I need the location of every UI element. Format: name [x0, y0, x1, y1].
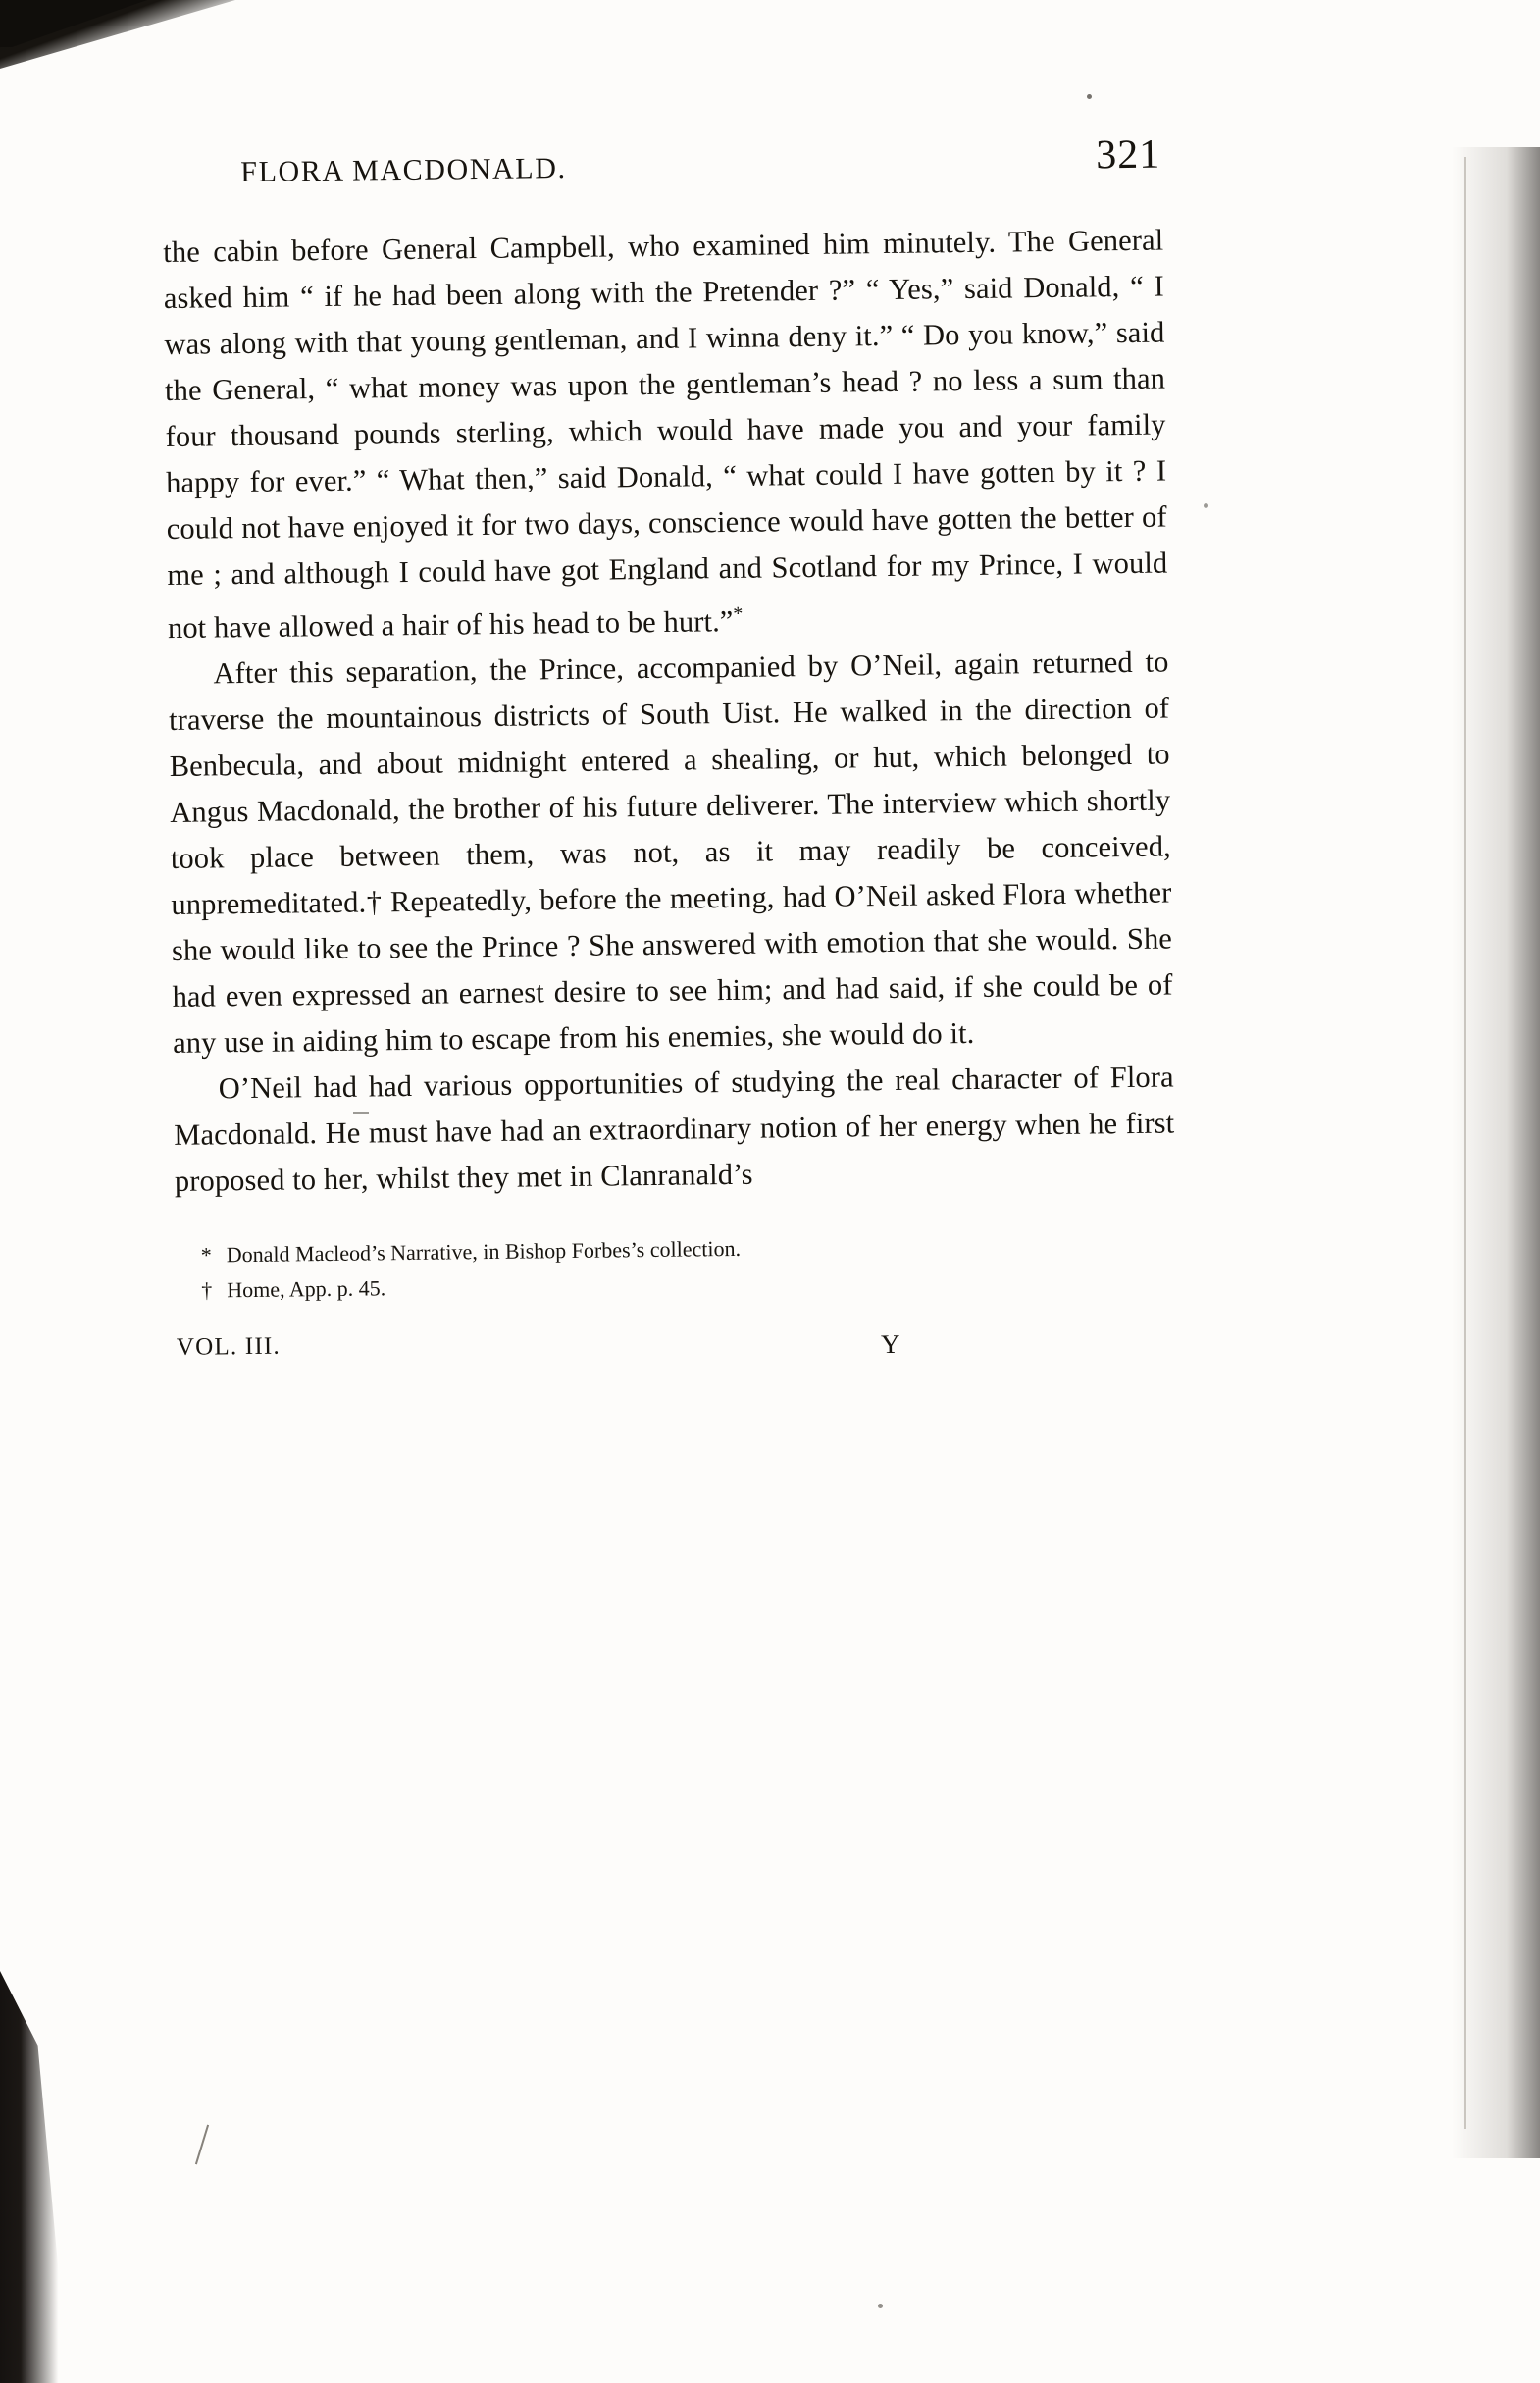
footnote-text: Home, App. p. 45. — [227, 1275, 386, 1303]
stray-speck — [1087, 94, 1092, 99]
volume-label: VOL. III. — [176, 1332, 282, 1362]
page-content — [162, 131, 1216, 1383]
paragraph: After this separation, the Prince, accompanied by O’Neil, again returned to traverse the mountainous districts of South Uist. He walked in the direction of Benbecula, and about midnight entered a shealing, or hut, which belonged to Angus Macdonald, the brother of his future deliverer. The interview which shortly took place between them, was not, as it may readily be conceived, unpremeditated.† Repeatedly, before the meeting, had O’Neil asked Flora whether she would like to see the Prince ? She answered with emotion that she would. She had even expressed an earnest desire to see him; and had said, if she could be of any use in aiding him to escape from his enemies, she would do it. — [168, 645, 1173, 1061]
paragraph: O’Neil had had various opportunities of studying the real character of Flora Macdonald. He must have had an extraordinary notion of her energy when he first proposed to her, whilst they met in Clanranald’s — [174, 1060, 1175, 1199]
body-text — [163, 218, 1175, 1206]
page-number: 321 — [1095, 131, 1161, 179]
page-colophon — [177, 1321, 1217, 1383]
footnote-symbol: † — [201, 1277, 213, 1303]
stray-pen-mark — [195, 2125, 209, 2165]
paragraph-text: the cabin before General Campbell, who examined him minutely. The General asked him “ if he had been along with the Pretender ?” “ Yes,” said Donald, “ I was along with that young gentleman, and I winna deny it.” “ Do you know,” said the General, “ what money was upon the gentleman’s head ? no less a sum than four thousand pounds sterling, which would have made you and your family happy for ever.” “ What then,” said Donald, “ what could I have gotten by it ? I could not have enjoyed it for two days, conscience would have gotten the better of me ; and although I could have got England and Scotland for my Prince, I would not have allowed a hair of his head to be hurt.” — [163, 223, 1168, 646]
footnote-symbol: * — [200, 1242, 212, 1268]
paragraph — [163, 218, 1168, 652]
footnote-text: Donald Macleod’s Narrative, in Bishop Forbes’s collection. — [226, 1236, 742, 1268]
running-head-title: FLORA MACDONALD. — [240, 151, 567, 189]
scan-edge-artifact-bottom-left — [0, 1971, 69, 2383]
signature-mark: Y — [880, 1329, 900, 1360]
page-gutter-line — [1464, 157, 1466, 2129]
running-head — [162, 131, 1203, 208]
stray-speck — [878, 2304, 883, 2308]
footnote-reference-1: * — [733, 602, 744, 625]
footnotes — [201, 1227, 1085, 1309]
